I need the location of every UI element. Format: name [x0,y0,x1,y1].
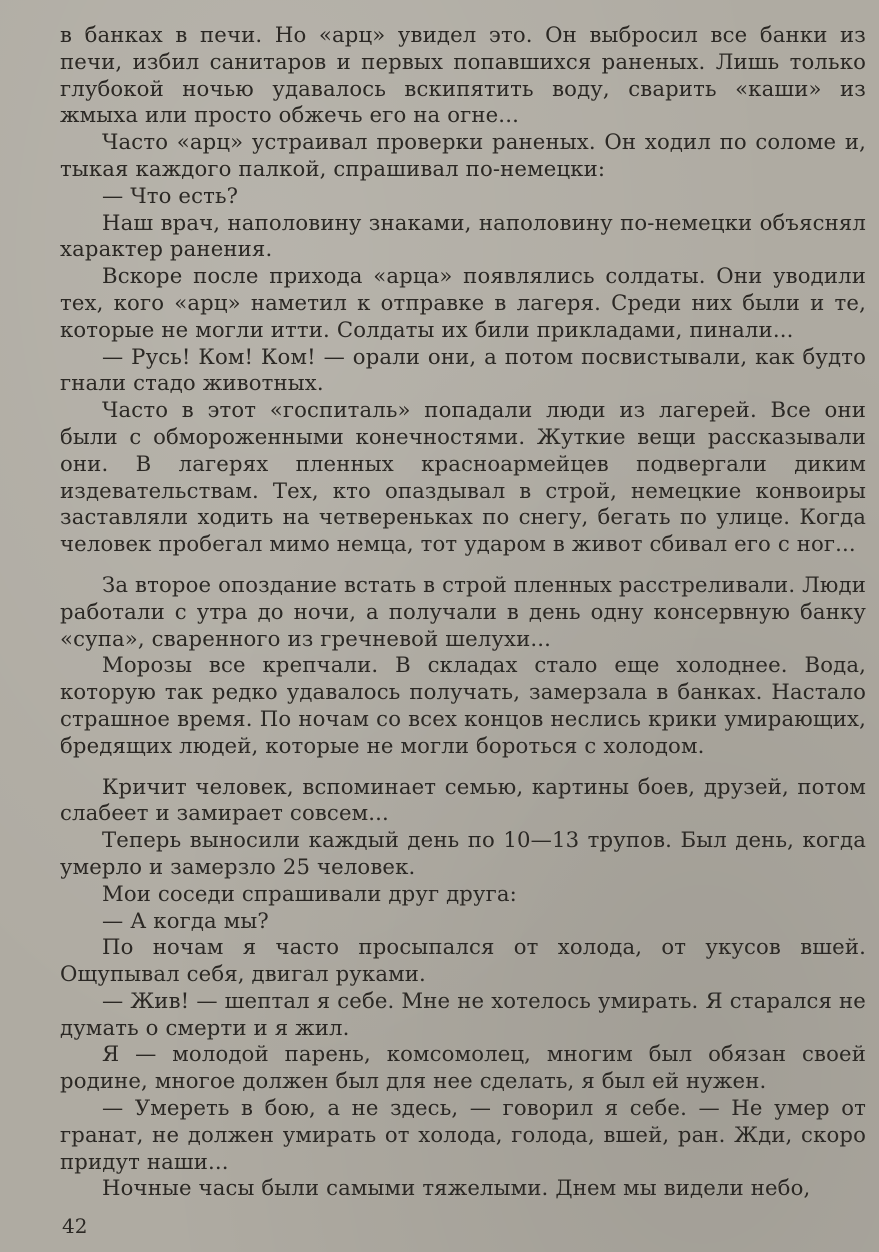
paragraph-11: Теперь выносили каждый день по 10—13 трупов. Был день, когда умерло и замерзло 25 человек. [60,827,866,879]
paragraph-8: За второе опоздание встать в строй пленных расстреливали. Люди работали с утра до ночи, а получали в день одну консервную банку «супа», сваренного из гречневой шелухи... [60,571,866,651]
paragraph-6: — Русь! Ком! Ком! — орали они, а потом посвистывали, как будто гнали стадо животных. [60,343,866,396]
paragraph-9: Морозы все крепчали. В складах стало еще холоднее. Вода, которую так редко удавалось получать, замерзала в банках. Настало страшное время. По ночам со всех концов неслись крики умирающих, бредящих людей, которые не могли бороться с холодом. [60,652,866,758]
paragraph-4: Наш врач, наполовину знаками, наполовину по-немецки объяснял характер ранения. [60,209,866,262]
page-text-block [60,22,866,1202]
paragraph-10: Кричит человек, вспоминает семью, картины боев, друзей, потом слабеет и замирает совсем... [60,773,866,826]
page-number: 42 [62,1214,88,1238]
paragraph-3: — Что есть? [102,182,239,208]
paragraph-15: — Жив! — шептал я себе. Мне не хотелось умирать. Я старался не думать о смерти и я жил. [60,987,866,1040]
paragraph-5: Вскоре после прихода «арца» появлялись солдаты. Они уводили тех, кого «арц» наметил к отправке в лагеря. Среди них были и те, которые не могли итти. Солдаты их били прикладами, пинали... [60,263,866,342]
paragraph-14: По ночам я часто просыпался от холода, от укусов вшей. Ощупывал себя, двигал руками. [60,934,866,987]
paragraph-18: Ночные часы были самыми тяжелыми. Днем мы видели небо, [102,1175,811,1201]
paragraph-17: — Умереть в бою, а не здесь, — говорил я себе. — Не умер от гранат, не должен умирать от холода, голода, вшей, ран. Жди, скоро придут наши... [60,1095,866,1174]
paragraph-2: Часто «арц» устраивал проверки раненых. Он ходил по соломе и, тыкая каждого палкой, спрашивал по-немецки: [60,129,866,181]
paragraph-13: — А когда мы? [102,907,269,933]
paragraph-16: Я — молодой парень, комсомолец, многим был обязан своей родине, многое должен был для нее сделать, я был ей нужен. [60,1041,866,1094]
paragraph-1: в банках в печи. Но «арц» увидел это. Он выбросил все банки из печи, избил санитаров и первых попавшихся раненых. Лишь только глубокой ночью удавалось вскипятить воду, сварить «каши» из жмыха или просто обжечь его на огне... [60,22,866,128]
paragraph-7: Часто в этот «госпиталь» попадали люди из лагерей. Все они были с обмороженными конечностями. Жуткие вещи рассказывали они. В лагерях пленных красноармейцев подвергали диким издевательствам. Тех, кто опаздывал в строй, немецкие конвоиры заставляли ходить на четвереньках по снегу, бегать по улице. Когда человек пробегал мимо немца, тот ударом в живот сбивал его с ног... [60,397,866,557]
paragraph-12: Мои соседи спрашивали друг друга: [102,880,517,906]
